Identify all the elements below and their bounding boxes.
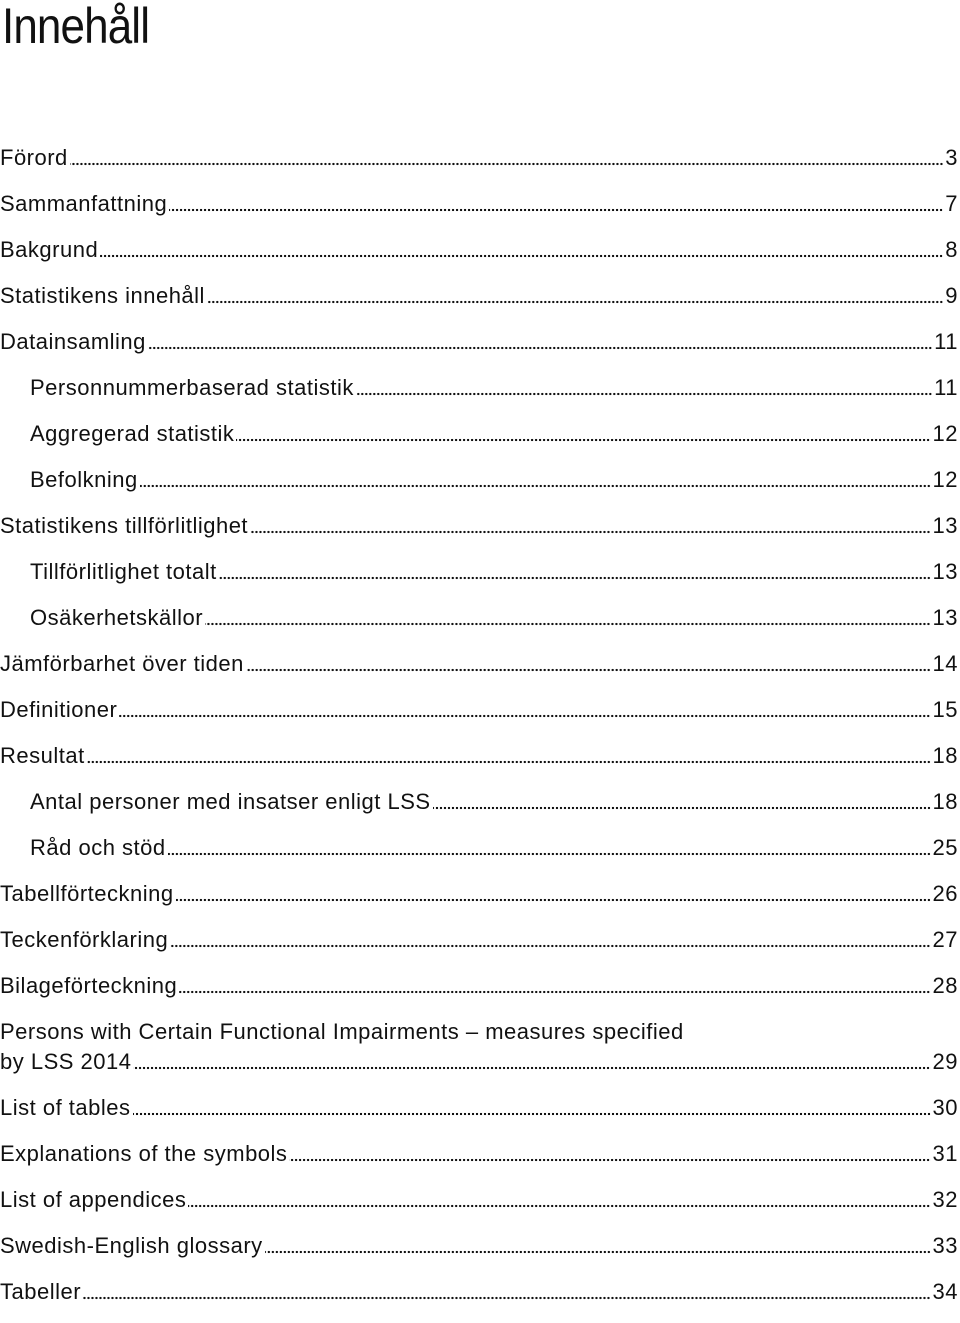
page-title: Innehåll <box>2 0 150 54</box>
dot-leader <box>179 990 930 994</box>
dot-leader <box>119 714 930 718</box>
toc-entry-title: Råd och stöd <box>30 835 166 860</box>
toc-entry-page-number: 14 <box>932 651 958 676</box>
dot-leader <box>246 668 931 672</box>
toc-entry-title: List of tables <box>0 1095 131 1120</box>
toc-entry-title: Statistikens tillförlitlighet <box>0 513 249 538</box>
toc-entry-page-number: 31 <box>932 1141 958 1166</box>
dot-leader <box>433 806 931 810</box>
toc-entry-title: Teckenförklaring <box>0 927 169 952</box>
dot-leader <box>148 346 932 350</box>
toc-entry[interactable] <box>0 741 960 771</box>
dot-leader <box>188 1204 930 1208</box>
toc-entry[interactable] <box>0 1093 960 1123</box>
toc-entry-title: Definitioner <box>0 697 118 722</box>
toc-entry[interactable] <box>0 419 960 449</box>
toc-entry-title: Statistikens innehåll <box>0 283 205 308</box>
dot-leader <box>176 898 931 902</box>
toc-entry-title: Bakgrund <box>0 237 99 262</box>
toc-entry-page-number: 29 <box>932 1049 958 1074</box>
toc-entry[interactable] <box>0 511 960 541</box>
toc-entry-page-number: 15 <box>932 697 958 722</box>
toc-entry[interactable] <box>0 281 960 311</box>
dot-leader <box>133 1112 931 1116</box>
toc-entry-title: Tabeller <box>0 1279 82 1304</box>
toc-entry[interactable] <box>0 1139 960 1169</box>
toc-entry[interactable] <box>0 833 960 863</box>
toc-entry-title: Explanations of the symbols <box>0 1141 288 1166</box>
table-of-contents <box>0 143 960 1323</box>
toc-entry[interactable] <box>0 327 960 357</box>
toc-entry[interactable] <box>0 925 960 955</box>
dot-leader <box>100 254 943 258</box>
toc-entry-title: Bilageförteckning <box>0 973 178 998</box>
toc-entry-title: Antal personer med insatser enligt LSS <box>30 789 431 814</box>
toc-entry-title: Förord <box>0 145 68 170</box>
dot-leader <box>87 760 931 764</box>
dot-leader <box>83 1296 930 1300</box>
dot-leader <box>170 944 930 948</box>
toc-entry-title: Datainsamling <box>0 329 146 354</box>
dot-leader <box>265 1250 931 1254</box>
dot-leader <box>289 1158 930 1162</box>
dot-leader <box>250 530 930 534</box>
toc-entry-page-number: 13 <box>932 605 958 630</box>
toc-entry-page-number: 27 <box>932 927 958 952</box>
toc-entry[interactable] <box>0 787 960 817</box>
dot-leader <box>205 622 930 626</box>
toc-entry-page-number: 25 <box>932 835 958 860</box>
toc-entry-page-number: 26 <box>932 881 958 906</box>
toc-entry-page-number: 18 <box>932 789 958 814</box>
toc-entry[interactable] <box>0 603 960 633</box>
toc-entry-page-number: 34 <box>932 1279 958 1304</box>
toc-entry-page-number: 7 <box>945 191 958 216</box>
toc-entry-page-number: 13 <box>932 513 958 538</box>
toc-entry[interactable] <box>0 879 960 909</box>
toc-entry-page-number: 18 <box>932 743 958 768</box>
toc-entry-title: Osäkerhetskällor <box>30 605 204 630</box>
toc-entry[interactable] <box>0 649 960 679</box>
dot-leader <box>207 300 943 304</box>
toc-entry[interactable] <box>0 695 960 725</box>
toc-entry-title: Befolkning <box>30 467 138 492</box>
toc-entry-title: Personnummerbaserad statistik <box>30 375 354 400</box>
toc-entry[interactable] <box>0 1231 960 1261</box>
dot-leader <box>168 852 931 856</box>
toc-entry-title: Sammanfattning <box>0 191 168 216</box>
toc-entry[interactable] <box>0 373 960 403</box>
toc-entry-title-line1: Persons with Certain Functional Impairments – measures specified <box>0 1019 684 1044</box>
toc-entry-page-number: 3 <box>945 145 958 170</box>
toc-entry-page-number: 13 <box>932 559 958 584</box>
toc-entry-page-number: 12 <box>932 467 958 492</box>
toc-entry-title: Tabellförteckning <box>0 881 174 906</box>
toc-entry-page-number: 11 <box>934 329 958 354</box>
toc-entry-title: Resultat <box>0 743 85 768</box>
toc-entry-title: List of appendices <box>0 1187 187 1212</box>
toc-entry[interactable] <box>0 557 960 587</box>
dot-leader <box>169 208 943 212</box>
toc-entry-title: Aggregerad statistik <box>30 421 235 446</box>
dot-leader <box>133 1066 930 1070</box>
toc-entry-page-number: 8 <box>945 237 958 262</box>
toc-entry[interactable] <box>0 235 960 265</box>
toc-entry-page-number: 9 <box>945 283 958 308</box>
toc-entry-title: by LSS 2014 <box>0 1049 132 1074</box>
dot-leader <box>356 392 932 396</box>
dot-leader <box>236 438 930 442</box>
toc-entry-page-number: 11 <box>934 375 958 400</box>
dot-leader <box>219 576 931 580</box>
toc-entry[interactable] <box>0 189 960 219</box>
dot-leader <box>70 162 943 166</box>
toc-entry-title: Swedish-English glossary <box>0 1233 263 1258</box>
toc-entry-page-number: 32 <box>932 1187 958 1212</box>
toc-entry[interactable] <box>0 1017 960 1077</box>
toc-entry[interactable] <box>0 1277 960 1307</box>
toc-entry-page-number: 33 <box>932 1233 958 1258</box>
dot-leader <box>140 484 931 488</box>
toc-entry-title: Tillförlitlighet totalt <box>30 559 217 584</box>
toc-entry-page-number: 28 <box>932 973 958 998</box>
toc-entry-page-number: 12 <box>932 421 958 446</box>
toc-entry[interactable] <box>0 143 960 173</box>
toc-entry[interactable] <box>0 1185 960 1215</box>
toc-entry-title: Jämförbarhet över tiden <box>0 651 244 676</box>
toc-entry[interactable] <box>0 971 960 1001</box>
toc-entry[interactable] <box>0 465 960 495</box>
toc-entry-page-number: 30 <box>932 1095 958 1120</box>
